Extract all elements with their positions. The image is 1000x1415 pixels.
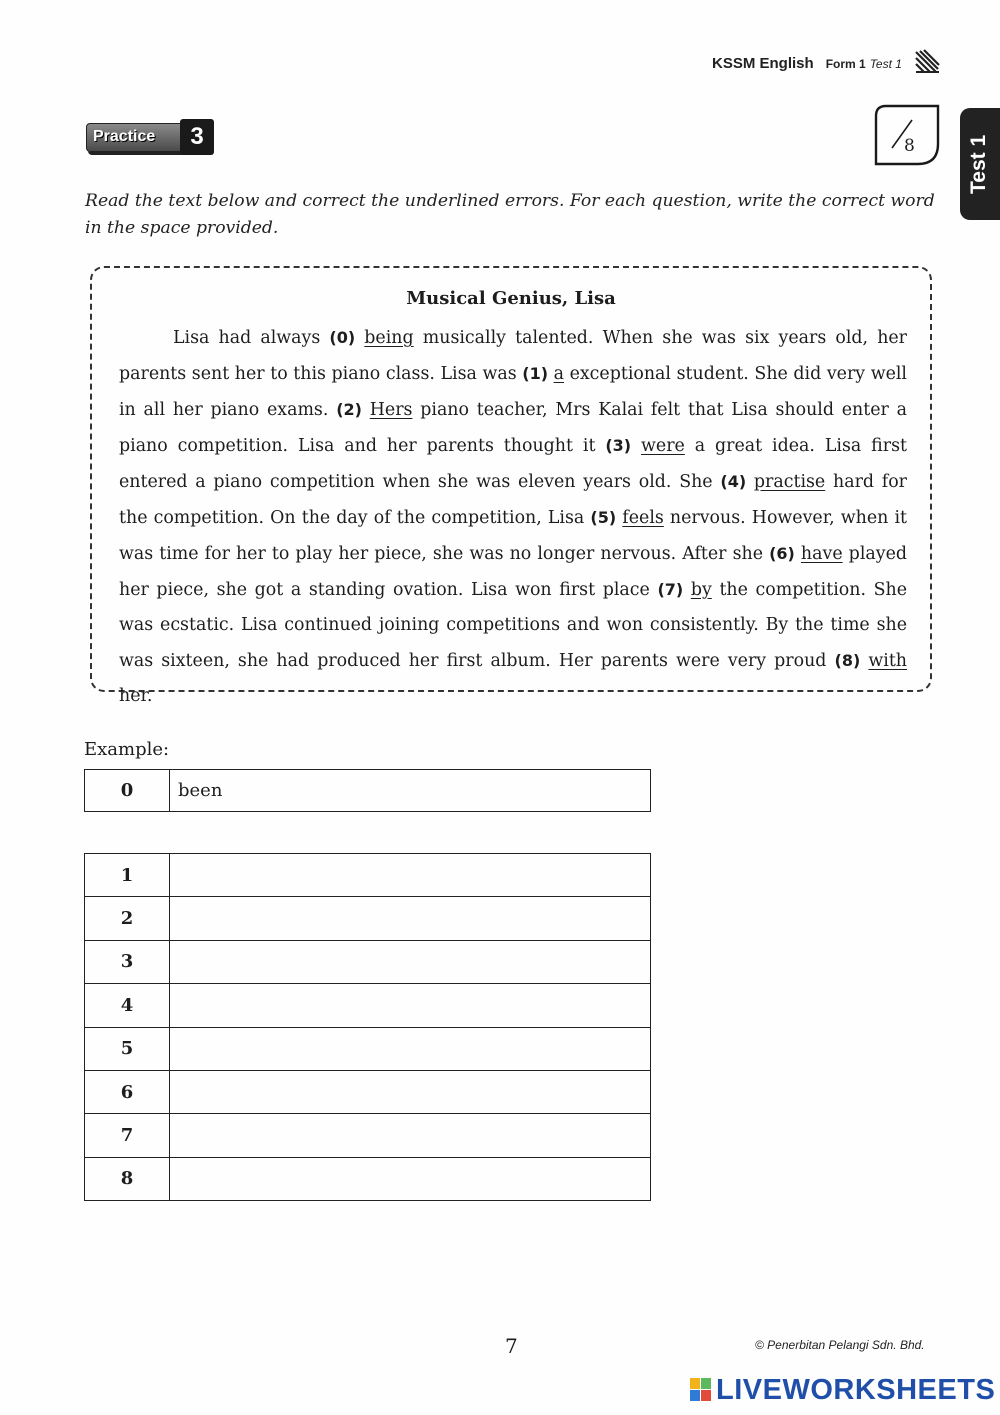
- answer-field[interactable]: [170, 1157, 651, 1200]
- answer-field[interactable]: [170, 1114, 651, 1157]
- question-marker: (2): [336, 400, 362, 419]
- passage-text: [746, 472, 754, 492]
- header-test: Test 1: [869, 57, 902, 71]
- passage-text: played her piece, she got a standing ovation. Lisa won first place: [119, 544, 907, 600]
- question-marker: (4): [720, 472, 747, 491]
- liveworksheets-logo: [690, 1374, 995, 1406]
- instruction-text: Read the text below and correct the underlined errors. For each question, write the correct word in the space provided.: [85, 191, 935, 238]
- question-number: 2: [85, 897, 170, 940]
- underlined-error: were: [641, 436, 685, 456]
- answer-row: [85, 940, 651, 983]
- question-marker: (3): [605, 436, 632, 455]
- passage-text: hard for the competition. On the day of the competition, Lisa: [119, 472, 907, 528]
- question-marker: (8): [834, 651, 861, 670]
- score-total: 8: [904, 136, 915, 156]
- passage-box: [90, 266, 932, 706]
- page-number: 7: [505, 1334, 518, 1358]
- practice-label: Practice: [93, 128, 156, 145]
- passage-text: her.: [119, 686, 153, 706]
- practice-badge: [86, 119, 214, 155]
- example-table: [84, 769, 651, 812]
- question-marker: (5): [590, 508, 617, 527]
- answer-row: [85, 984, 651, 1027]
- passage-text: the competition. She was ecstatic. Lisa continued joining competitions and won consistently. By the time she was sixteen, she had produced her first album. Her parents were very proud: [119, 580, 908, 671]
- practice-number: 3: [180, 119, 214, 155]
- question-number: 1: [85, 854, 170, 897]
- underlined-error: a: [553, 364, 564, 384]
- passage-title: Musical Genius, Lisa: [406, 288, 616, 309]
- example-number: 0: [85, 770, 170, 812]
- passage-text: [683, 580, 691, 600]
- underlined-error: Hers: [369, 400, 413, 420]
- example-label: Example:: [84, 739, 170, 760]
- passage-text: [362, 400, 370, 420]
- passage-text: musically talented. When she was six years old, her parents sent her to this piano class. Lisa was: [119, 328, 907, 384]
- underlined-error: practise: [753, 472, 826, 492]
- passage-text: exceptional student. She did very well in all her piano exams.: [119, 364, 907, 420]
- passage-text: [355, 328, 364, 348]
- copyright-text: © Penerbitan Pelangi Sdn. Bhd.: [755, 1338, 925, 1352]
- header-form: Form 1: [825, 57, 866, 71]
- question-marker: (6): [769, 544, 795, 563]
- passage-text: [631, 436, 641, 456]
- answer-row: [85, 1114, 651, 1157]
- book-stack-icon: [914, 48, 940, 74]
- answer-row: [85, 897, 651, 940]
- answer-field[interactable]: [170, 1070, 651, 1113]
- side-tab: [960, 108, 1000, 220]
- underlined-error: by: [690, 580, 712, 600]
- page-header: [712, 55, 902, 72]
- underlined-error: with: [868, 651, 908, 671]
- brand-name: LIVEWORKSHEETS: [716, 1373, 996, 1406]
- passage-text: nervous. However, when it was time for her to play her piece, she was no longer nervous. After she: [119, 508, 908, 564]
- question-number: 5: [85, 1027, 170, 1070]
- passage-body: [119, 320, 907, 714]
- answer-row: [85, 1070, 651, 1113]
- example-answer: been: [170, 770, 651, 812]
- example-row: [85, 770, 651, 812]
- answer-field[interactable]: [170, 940, 651, 983]
- score-box: [872, 104, 942, 166]
- passage-text: piano teacher, Mrs Kalai felt that Lisa should enter a piano competition. Lisa and her parents thought it: [119, 400, 908, 456]
- passage-text: Lisa had always: [173, 328, 330, 348]
- answer-field[interactable]: [170, 854, 651, 897]
- liveworksheets-icon: [690, 1378, 712, 1402]
- answer-row: [85, 1027, 651, 1070]
- answer-field[interactable]: [170, 897, 651, 940]
- underlined-error: feels: [622, 508, 664, 528]
- underlined-error: being: [364, 328, 414, 348]
- answer-table: [84, 853, 651, 1201]
- question-number: 4: [85, 984, 170, 1027]
- question-number: 3: [85, 940, 170, 983]
- question-number: 6: [85, 1070, 170, 1113]
- question-marker: (7): [657, 580, 684, 599]
- question-number: 7: [85, 1114, 170, 1157]
- answer-field[interactable]: [170, 1027, 651, 1070]
- question-marker: (0): [329, 328, 356, 347]
- side-tab-label: Test 1: [967, 134, 990, 194]
- underlined-error: have: [800, 544, 843, 564]
- answer-row: [85, 1157, 651, 1200]
- header-subject: KSSM English: [712, 55, 814, 72]
- question-number: 8: [85, 1157, 170, 1200]
- answer-row: [85, 854, 651, 897]
- question-marker: (1): [522, 364, 549, 383]
- passage-text: a great idea. Lisa first entered a piano competition when she was eleven years old. She: [119, 436, 907, 492]
- answer-field[interactable]: [170, 984, 651, 1027]
